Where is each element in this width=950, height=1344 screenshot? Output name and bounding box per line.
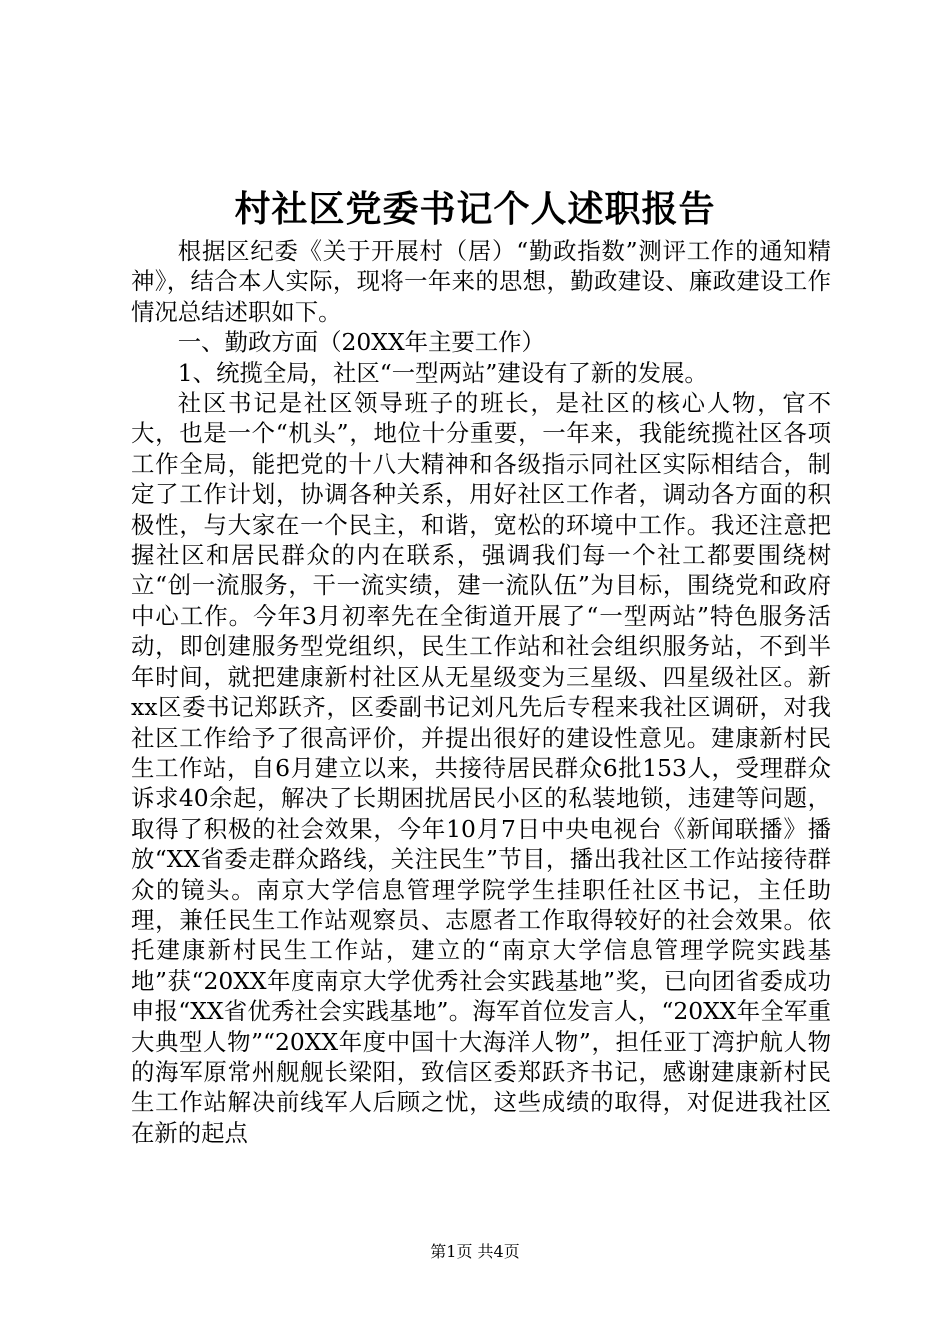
paragraph-intro: 根据区纪委《关于开展村（居）“勤政指数”测评工作的通知精神》，结合本人实际，现将一年来的思想，勤政建设、廉政建设工作情况总结述职如下。 — [131, 237, 831, 326]
section-heading: 一、勤政方面（20XX年主要工作） — [177, 328, 545, 357]
paragraph-main: 社区书记是社区领导班子的班长，是社区的核心人物，官不大，也是一个“机头”，地位十分重要，一年来，我能统揽社区各项工作全局，能把党的十八大精神和各级指示同社区实际相结合，制定了工作计划，协调各种关系，用好社区工作者，调动各方面的积极性，与大家在一个民主，和谐，宽松的环境中工作。我还注意把握社区和居民群众的内在联系，强调我们每一个社工都要围绕树立“创一流服务，干一流实绩，建一流队伍”为目标，围绕党和政府中心工作。今年3月初率先在全街道开展了“一型两站”特色服务活动，即创建服务型党组织，民生工作站和社会组织服务站，不到半年时间，就把建康新村社区从无星级变为三星级、四星级社区。新xx区委书记郑跃齐，区委副书记刘凡先后专程来我社区调研，对我社区工作给予了很高评价，并提出很好的建设性意见。建康新村民生工作站，自6月建立以来，共接待居民群众6批153人，受理群众诉求40余起，解决了长期困扰居民小区的私装地锁，违建等问题，取得了积极的社会效果，今年10月7日中央电视台《新闻联播》播放“XX省委走群众路线，关注民生”节目，播出我社区工作站接待群众的镜头。南京大学信息管理学院学生挂职任社区书记，主任助理，兼任民生工作站观察员、志愿者工作取得较好的社会效果。依托建康新村民生工作站，建立的“南京大学信息管理学院实践基地”获“20XX年度南京大学优秀社会实践基地”奖，已向团省委成功申报“XX省优秀社会实践基地”。海军首位发言人，“20XX年全军重大典型人物”“20XX年度中国十大海洋人物”，担任亚丁湾护航人物的海军原常州舰舰长梁阳，致信区委郑跃齐书记，感谢建康新村民生工作站解决前线军人后顾之忧，这些成绩的取得，对促进我社区在新的起点 — [131, 389, 831, 1147]
page-number: 第1页 共4页 — [430, 1242, 520, 1261]
document-title: 村社区党委书记个人述职报告 — [234, 188, 716, 230]
document-body — [131, 236, 831, 1148]
subsection-heading: 1、统揽全局，社区“一型两站”建设有了新的发展。 — [177, 358, 708, 387]
